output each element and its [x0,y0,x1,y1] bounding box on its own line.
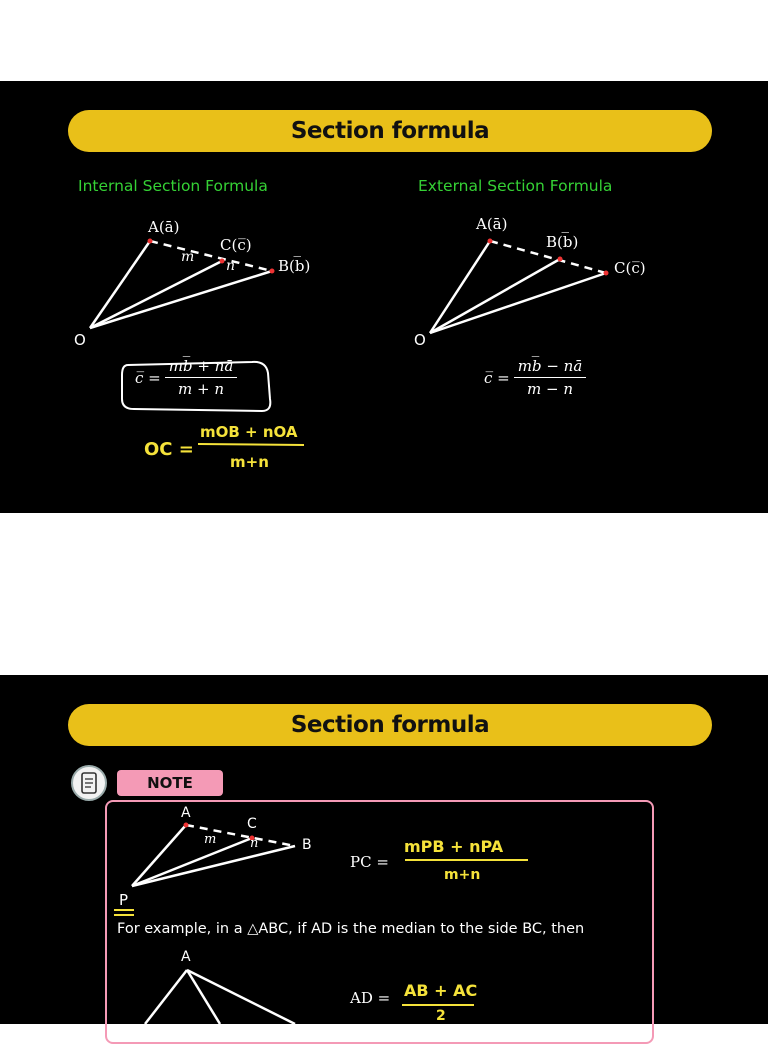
handwritten-oc-lhs: OC = [144,439,194,460]
note-label-n: n [250,836,259,851]
slide-note [0,675,768,1024]
example-text: For example, in a △ABC, if AD is the median to the side BC, then [117,921,585,937]
slide-title: Section formula [290,712,490,738]
external-formula [484,357,586,398]
external-label-b: B(b̅) [546,233,579,251]
internal-label-n: n [226,258,236,274]
slide-title: Section formula [290,118,490,144]
external-formula-lhs: c̅ = [484,368,510,387]
external-formula-denominator: m − n [527,380,574,398]
internal-label-m: m [181,249,195,265]
note-label-b: B [302,837,312,853]
external-label-a: A(ā) [476,215,508,233]
internal-formula [135,357,237,398]
note-label: NOTE [147,774,193,792]
ad-denominator: 2 [436,1008,446,1024]
internal-label-a: A(ā) [148,218,180,236]
internal-label-b: B(b̅) [278,257,311,275]
external-formula-fraction [514,357,587,398]
internal-formula-numerator: mb̅ + nā [165,357,238,378]
internal-formula-lhs: c̅ = [135,368,161,387]
internal-label-c: C(c̅) [220,236,252,254]
note-label-a: A [181,805,191,821]
note-label-p: P [119,891,129,909]
external-formula-numerator: mb̅ − nā [514,357,587,378]
internal-section-diagram [0,81,768,513]
external-label-o: O [414,331,426,349]
slide-internal-external [0,81,768,513]
internal-formula-fraction [165,357,238,398]
external-heading: External Section Formula [418,177,613,195]
pc-denominator: m+n [444,867,481,883]
note-label-c: C [247,816,257,832]
handwritten-oc-numerator: mOB + nOA [200,423,298,441]
note-diagram [0,675,768,1024]
note-label-m: m [204,832,217,847]
pc-numerator: mPB + nPA [404,837,504,856]
internal-label-o: O [74,331,86,349]
ad-numerator: AB + AC [404,981,478,1000]
handwritten-oc-denominator: m+n [230,453,269,471]
internal-formula-denominator: m + n [178,380,225,398]
internal-heading: Internal Section Formula [78,177,268,195]
pc-lhs: PC = [350,853,389,871]
median-label-a: A [181,949,191,965]
ad-lhs: AD = [350,989,391,1007]
external-label-c: C(c̅) [614,259,646,277]
